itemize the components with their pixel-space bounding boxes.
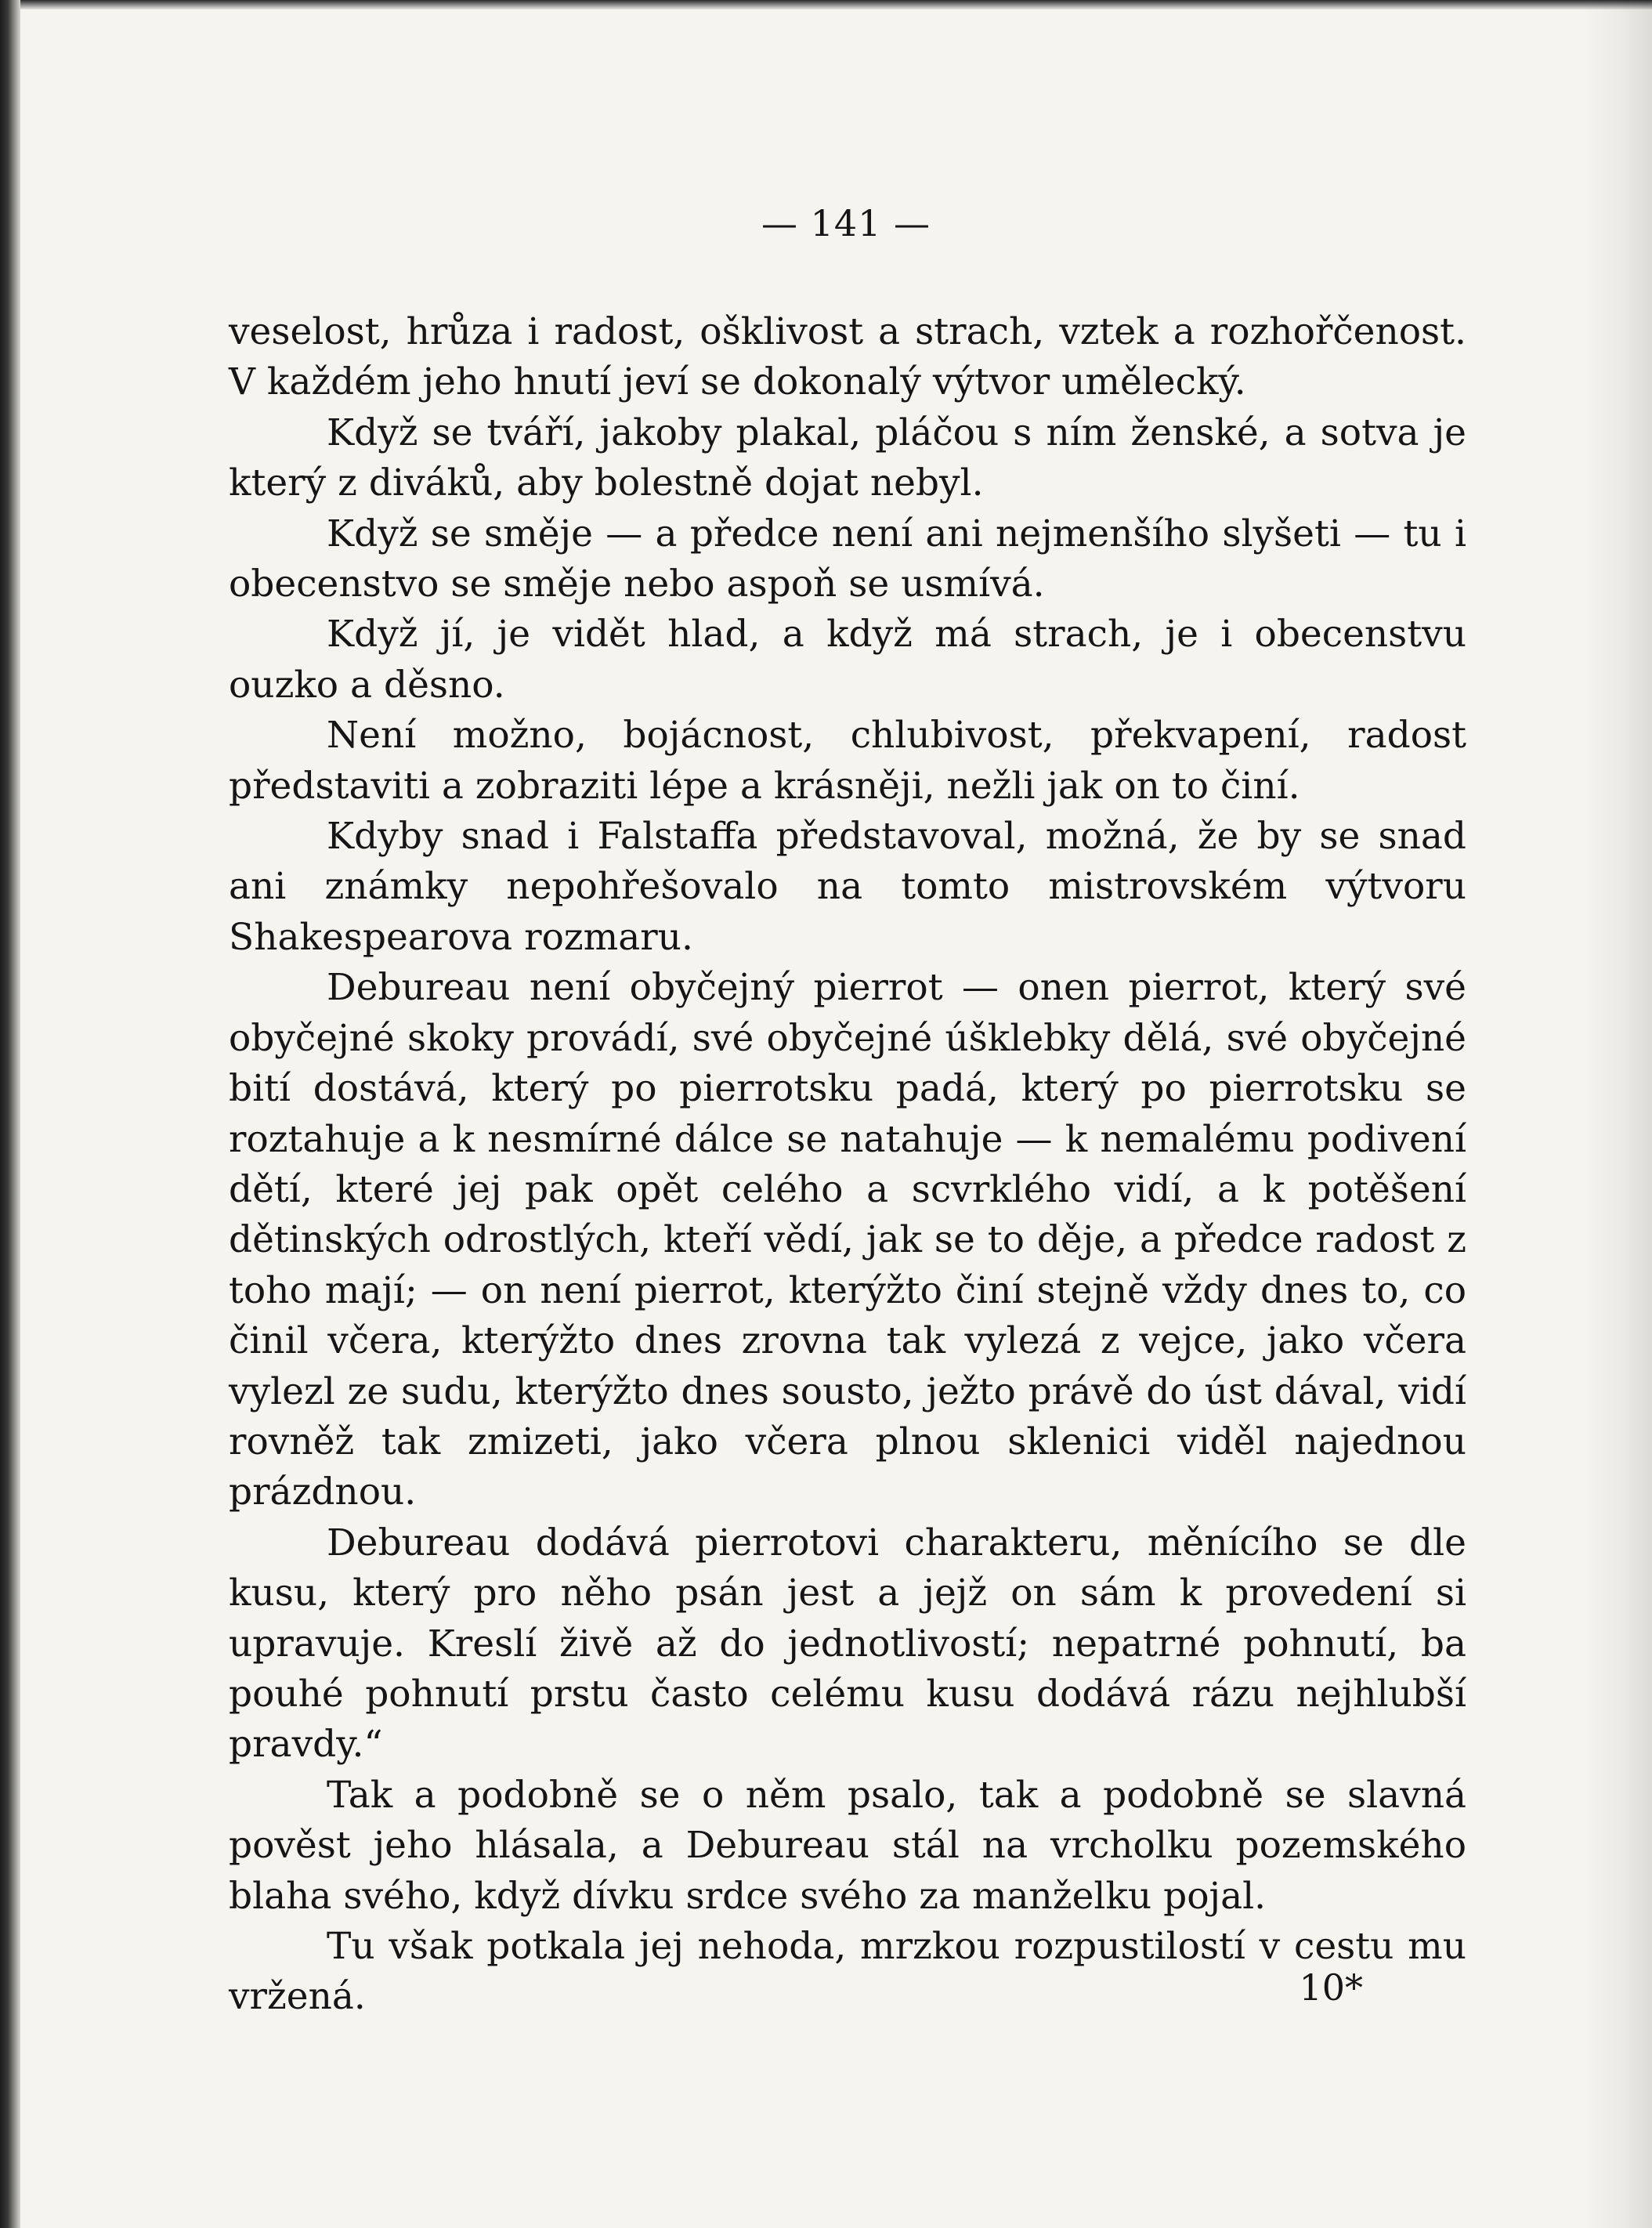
paragraph-5: Není možno, bojácnost, chlubivost, překvapení, radost představiti a zobraziti lépe a krásněji, nežli jak on to činí. <box>229 714 1466 808</box>
paragraph-2: Když se tváří, jakoby plakal, pláčou s ním ženské, a sotva je který z diváků, aby bolestně dojat nebyl. <box>229 411 1466 505</box>
paragraph-6: Kdyby snad i Falstaffa představoval, možná, že by se snad ani známky nepohřešovalo na tomto mistrovském výtvoru Shakespearova rozmaru. <box>229 815 1466 959</box>
signature-mark: 10* <box>1299 1966 1363 2009</box>
scan-top-edge <box>0 0 1652 9</box>
paragraph-8: Debureau dodává pierrotovi charakteru, měnícího se dle kusu, který pro něho psán jest a jejž on sám k provedení si upravuje. Kreslí živě až do jednotlivostí; nepatrné pohnutí, ba pouhé pohnutí prstu často celému kusu dodává rázu nejhlubší pravdy.“ <box>229 1521 1466 1767</box>
paragraph-7: Debureau není obyčejný pierrot — onen pierrot, který své obyčejné skoky provádí, své obyčejné úšklebky dělá, své obyčejné bití dostává, který po pierrotsku padá, který po pierrotsku se roztahuje a k nesmírné dálce se natahuje — k nemalému podivení dětí, které jej pak opět celého a scvrklého vidí, a k potěšení dětinských odrostlých, kteří vědí, jak se to děje, a předce radost z toho mají; — on není pierrot, kterýžto činí stejně vždy dnes to, co činil včera, kterýžto dnes zrovna tak vylezá z vejce, jako včera vylezl ze sudu, kterýžto dnes sousto, ježto právě do úst dával, vidí rovněž tak zmizeti, jako včera plnou sklenici viděl najednou prázdnou. <box>229 966 1466 1514</box>
paragraph-9: Tak a podobně se o něm psalo, tak a podobně se slavná pověst jeho hlásala, a Debureau stál na vrcholku pozemského blaha svého, když dívku srdce svého za manželku pojal. <box>229 1773 1466 1918</box>
paragraph-4: Když jí, je vidět hlad, a když má strach, je i obecenstvu ouzko a děsno. <box>229 613 1466 707</box>
page-number: — 141 — <box>761 202 931 244</box>
paragraph-10: Tu však potkala jej nehoda, mrzkou rozpustilostí v cestu mu vržená. <box>229 1925 1466 2019</box>
scan-page-shadow <box>1582 0 1652 2228</box>
scan-binding-edge <box>0 0 20 2228</box>
body-text <box>229 307 1466 2023</box>
paragraph-1: veselost, hrůza i radost, ošklivost a strach, vztek a rozhořčenost. V každém jeho hnutí jeví se dokonalý výtvor umělecký. <box>229 310 1466 404</box>
paragraph-3: Když se směje — a předce není ani nejmenšího slyšeti — tu i obecenstvo se směje nebo aspoň se usmívá. <box>229 512 1466 606</box>
